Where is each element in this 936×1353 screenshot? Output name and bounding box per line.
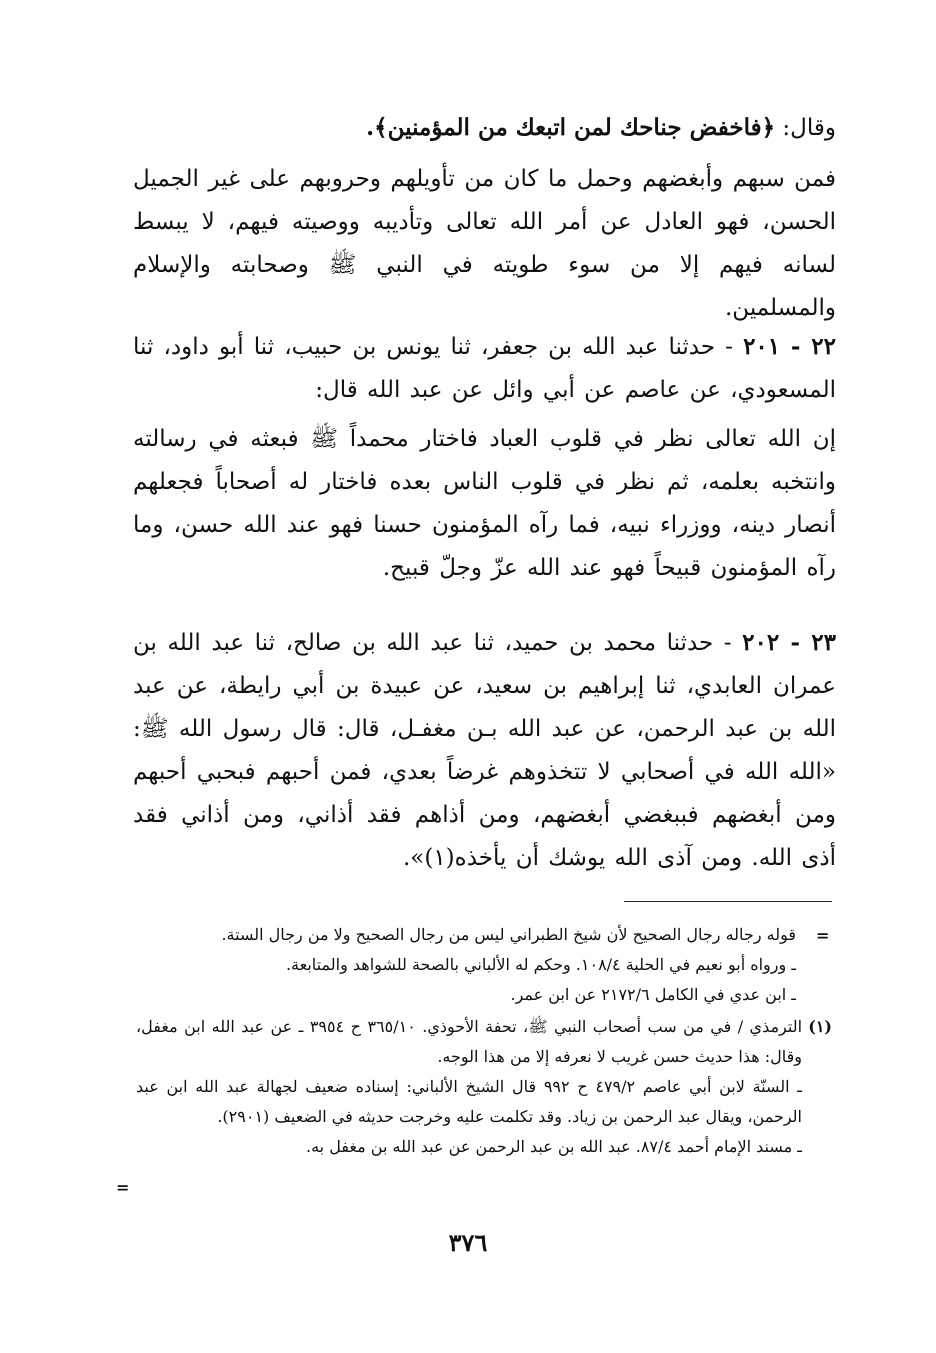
footnote-continued [132,920,796,1010]
footnote-1 [136,1012,836,1162]
paragraph-commentary: فمن سبهم وأبغضهم وحمل ما كان من تأويلهم وحروبهم على غير الجميل الحسن، فهو العادل عن أمر الله تعالى وتأديبه ووصيته فيهم، لا يبسط لسانه فيهم إلا من سوء طويته في النبي ﷺ وصحابته والإسلام والمسلمين. [133,166,836,321]
hadith-text: - حدثنا محمد بن حميد، ثنا عبد الله بن صالح، ثنا عبد الله بن عمران العابدي، ثنا إبراهيم بن سعيد، عن عبيدة بن أبي رايطة، عن عبد الله بن عبد الرحمن، عن عبد الله بـن مغفـل، قال: قال رسول الله ﷺ: «الله الله في أصحابي لا تتخذوهم غرضاً بعدي، فمن أحبهم فبحبي أحبهم ومن أبغضهم فببغضي أبغضهم، ومن أذاهم فقد أذاني، ومن أذاني فقد أذى الله. ومن آذى الله يوشك أن يأخذه(١)». [133,630,836,871]
hadith-number: ٢٢ - ٢٠١ [743,333,836,360]
hadith-22 [133,325,836,412]
intro-lead: وقال: [782,115,836,141]
continuation-marker-bottom: = [116,1178,130,1197]
footnote-line: ـ ابن عدي في الكامل ٢١٧٢/٦ عن ابن عمر. [510,985,796,1004]
footnote-text: الترمذي / في من سب أصحاب النبي ﷺ، تحفة الأحوذي. ٣٦٥/١٠ ح ٣٩٥٤ ـ عن عبد الله ابن مغفل، وقال: هذا حديث حسن غريب لا نعرفه إلا من هذا الوجه. [136,1017,803,1066]
quran-quote: ﴿فاخفض جناحك لمن اتبعك من المؤمنين﴾. [366,114,776,141]
hadith-23 [133,621,836,880]
footnote-line: ـ ورواه أبو نعيم في الحلية ١٠٨/٤. وحكم له الألباني بالصحة للشواهد والمتابعة. [285,955,796,974]
footnote-line: قوله رجاله رجال الصحيح لأن شيخ الطبراني ليس من رجال الصحيح ولا من رجال الستة. [221,925,796,944]
page-number: ٣٧٦ [448,1228,488,1257]
footnote-item: ـ السنّة لابن أبي عاصم ٤٧٩/٢ ح ٩٩٢ قال الشيخ الألباني: إسناده ضعيف لجهالة عبد الله ابن عبد الرحمن، ويقال عبد الرحمن بن زياد. وقد تكلمت عليه وخرجت حديثه في الضعيف (٢٩٠١). [136,1077,802,1126]
footnote-marker: (١) [808,1017,832,1036]
hadith-number: ٢٣ - ٢٠٢ [742,629,836,656]
continuation-marker-top: = [816,926,830,945]
footnote-separator [624,901,832,902]
footnote-item: ـ مسند الإمام أحمد ٨٧/٤. عبد الله بن عبد الرحمن عن عبد الله بن مغفل به. [305,1137,802,1156]
hadith-isnad: - حدثنا عبد الله بن جعفر، ثنا يونس بن حبيب، ثنا أبو داود، ثنا المسعودي، عن عاصم عن أبي وائل عن عبد الله قال: [133,334,836,403]
intro-line [366,106,836,150]
hadith-22-matn: إن الله تعالى نظر في قلوب العباد فاختار محمداً ﷺ فبعثه في رسالته وانتخبه بعلمه، ثم نظر في قلوب الناس بعده فاختار له أصحاباً فجعلهم أنصار دينه، ووزراء نبيه، فما رآه المؤمنون حسنا فهو عند الله حسن، وما رآه المؤمنون قبيحاً فهو عند الله عزّ وجلّ قبيح. [133,426,836,581]
